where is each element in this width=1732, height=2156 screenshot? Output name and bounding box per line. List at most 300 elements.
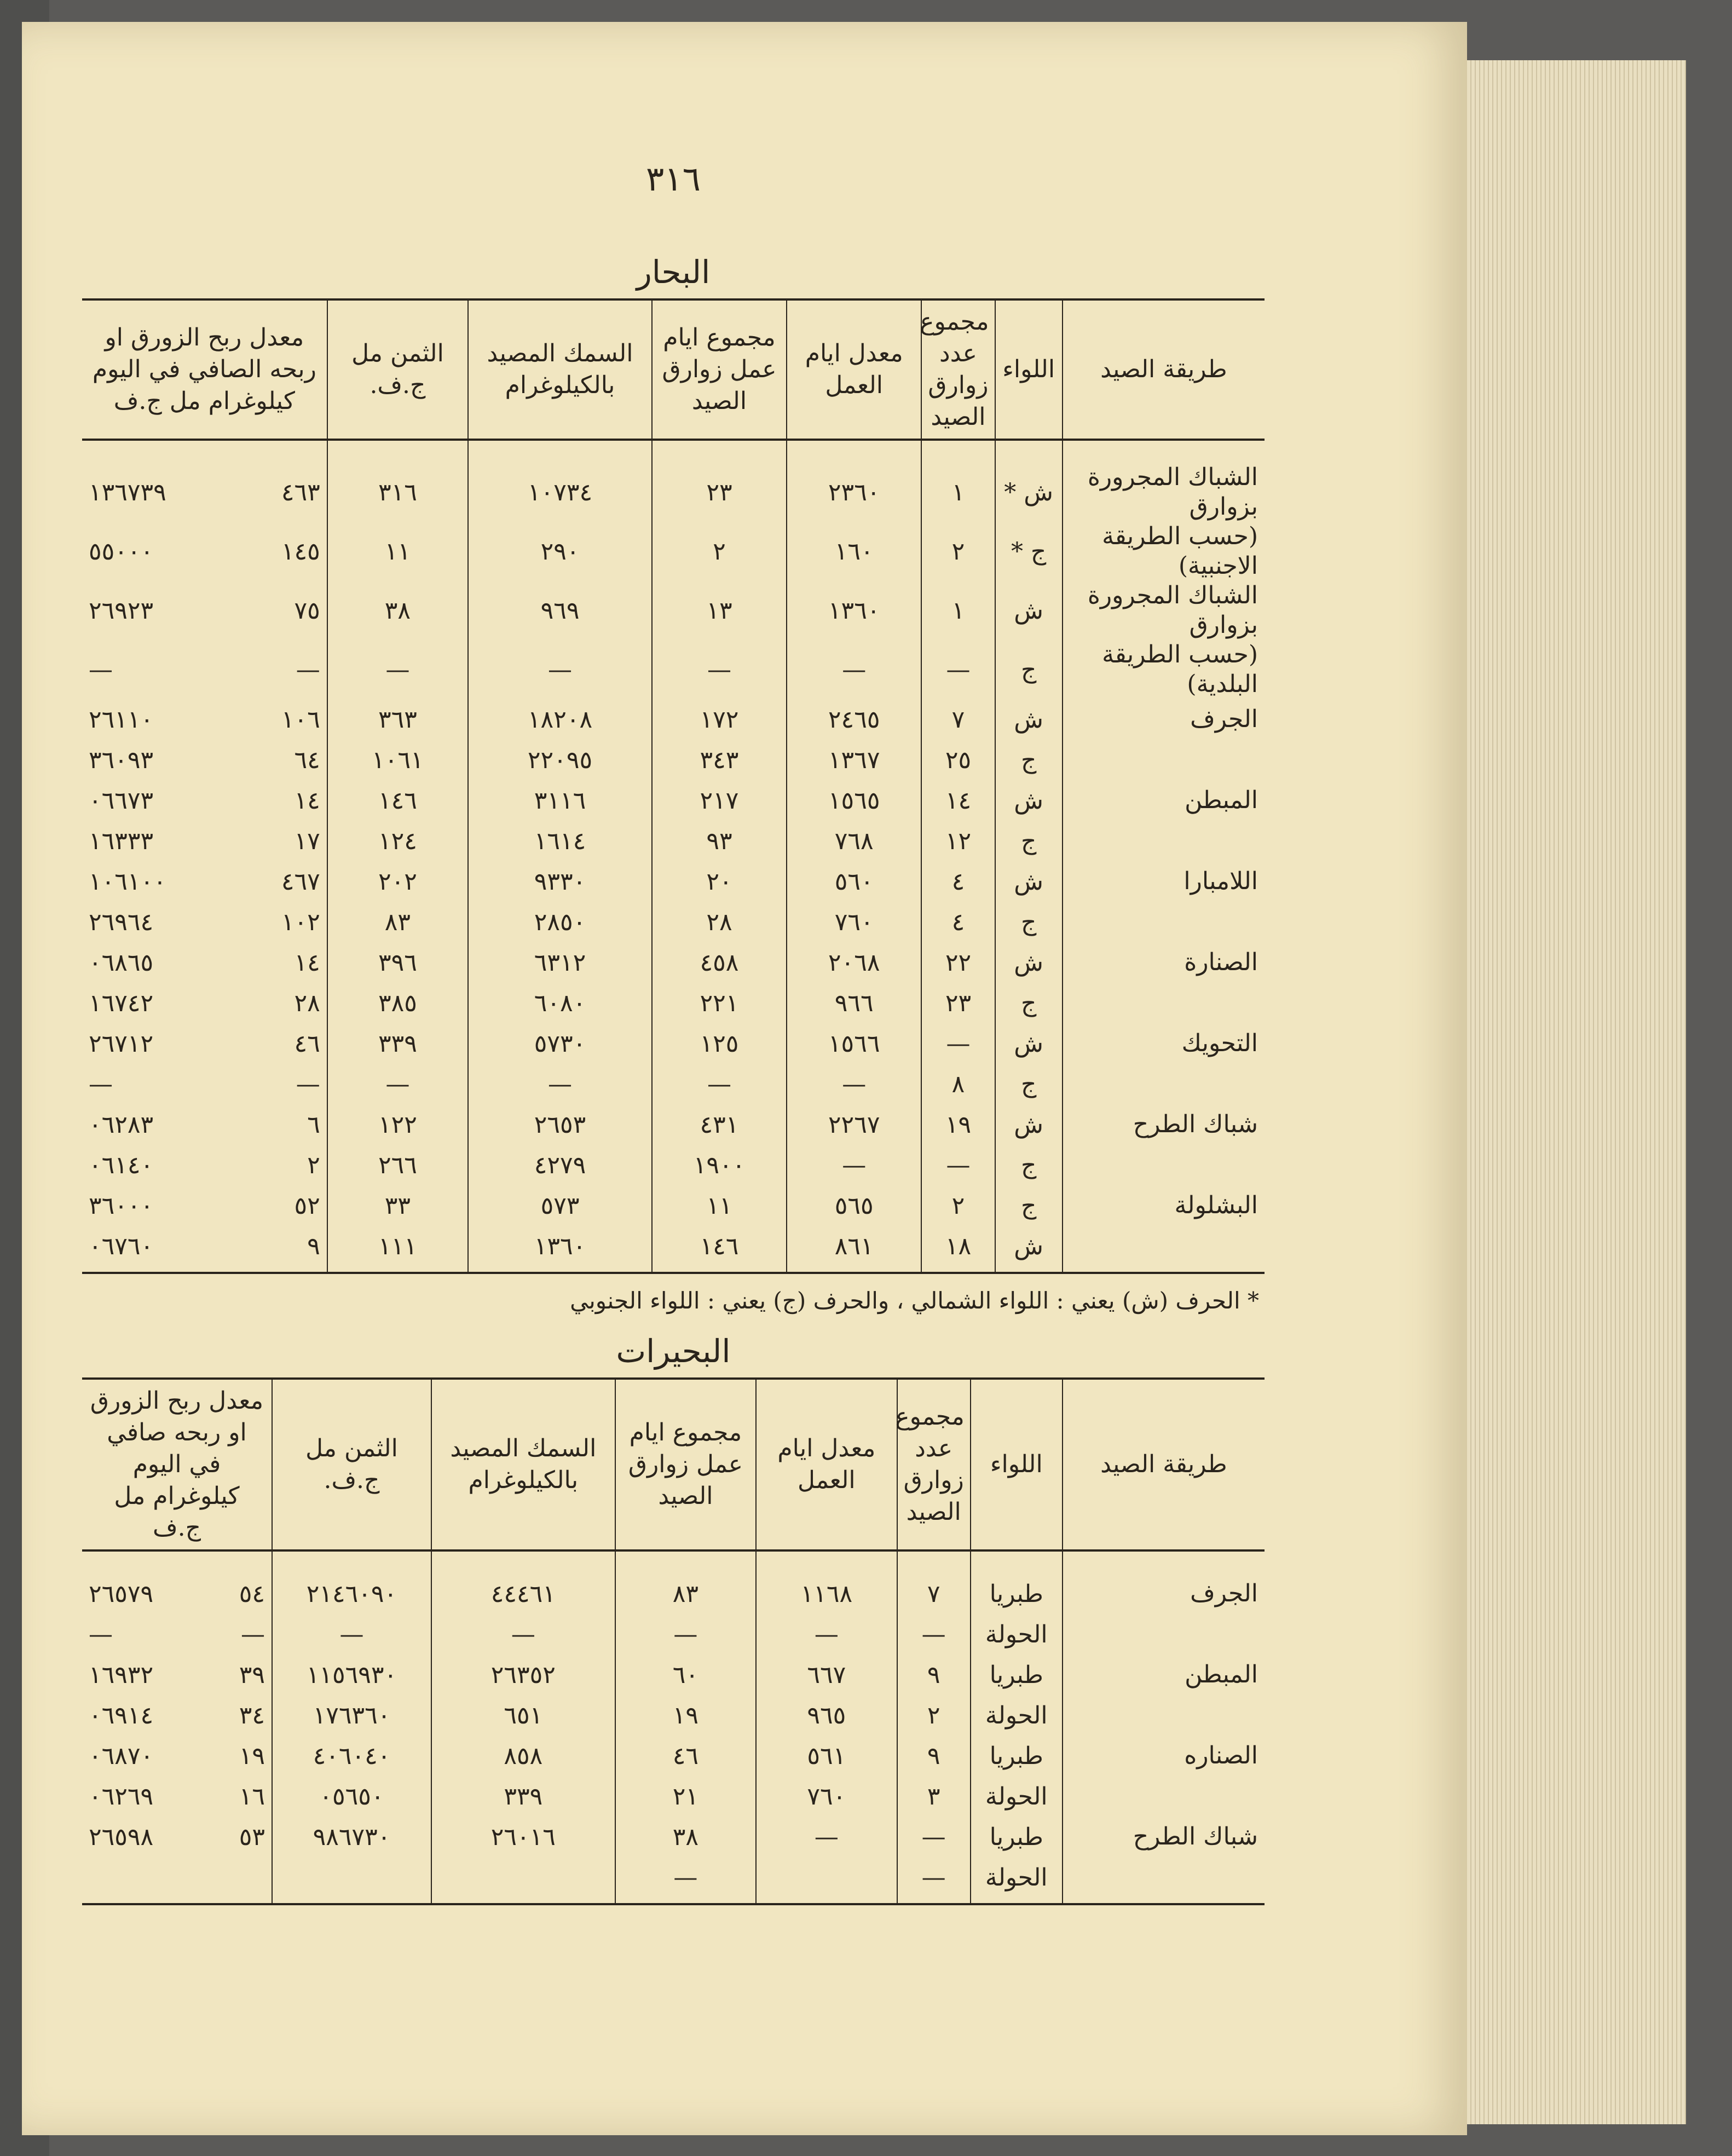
cell-total-days: ٢٣ bbox=[652, 440, 787, 522]
cell-fish-kg: ١٦١٤ bbox=[468, 821, 652, 861]
profit-kg: ١٩ bbox=[239, 1742, 265, 1770]
cell-profit bbox=[82, 902, 327, 942]
lakes-title: البحيرات bbox=[616, 1333, 731, 1370]
cell-profit bbox=[82, 1064, 327, 1104]
profit-pair bbox=[89, 989, 320, 1017]
cell-total-days: ٢٢١ bbox=[652, 983, 787, 1023]
cell-boats: ٧ bbox=[921, 699, 995, 740]
cell-boats: ١٩ bbox=[921, 1104, 995, 1145]
cell-avg-days: ٥٦٥ bbox=[787, 1185, 921, 1226]
profit-pair bbox=[89, 746, 320, 774]
profit-pair bbox=[89, 1702, 265, 1730]
profit-pair bbox=[89, 1783, 265, 1811]
profit-pair bbox=[89, 706, 320, 734]
header-fish-kg: السمك المصيد بالكيلوغرام bbox=[431, 1379, 615, 1550]
cell-boats: — bbox=[897, 1614, 971, 1655]
table-row bbox=[82, 1857, 1265, 1903]
profit-pair bbox=[89, 1030, 320, 1058]
cell-avg-days: ٢٤٦٥ bbox=[787, 699, 921, 740]
cell-boats: — bbox=[921, 1023, 995, 1064]
cell-fish-kg: ٥٧٣٠ bbox=[468, 1023, 652, 1064]
profit-pair bbox=[89, 908, 320, 936]
profit-mil: ٠٦٢٨٣ bbox=[89, 1110, 154, 1139]
cell-profit bbox=[82, 1817, 272, 1857]
profit-mil: ٢٦٩٢٣ bbox=[89, 596, 154, 625]
profit-mil: ٢٦١١٠ bbox=[89, 705, 154, 734]
cell-price: ٣٦٣ bbox=[327, 699, 468, 740]
cell-boats: ١٢ bbox=[921, 821, 995, 861]
cell-total-days: ٤٥٨ bbox=[652, 942, 787, 983]
cell-total-days: ٣٤٣ bbox=[652, 740, 787, 780]
cell-price: ٣٨ bbox=[327, 581, 468, 640]
cell-total-days: ٢١٧ bbox=[652, 780, 787, 821]
cell-avg-days: ٧٦٠ bbox=[756, 1776, 897, 1817]
profit-kg: ٥٣ bbox=[239, 1823, 265, 1851]
footnote: * الحرف (ش) يعني : اللواء الشمالي ، والحرف (ج) يعني : اللواء الجنوبي bbox=[570, 1287, 1259, 1314]
cell-method: الجرف bbox=[1063, 699, 1265, 740]
profit-kg: ٤٦٧ bbox=[281, 867, 320, 896]
cell-liwa: ش bbox=[995, 1023, 1063, 1064]
header-total-days: مجموع ايام عمل زوارق الصيد bbox=[615, 1379, 756, 1550]
profit-kg: ٣٤ bbox=[239, 1701, 265, 1730]
profit-mil: ٢٦٥٩٨ bbox=[89, 1823, 154, 1851]
profit-pair bbox=[89, 868, 320, 896]
cell-avg-days: — bbox=[787, 1145, 921, 1185]
cell-fish-kg: — bbox=[431, 1614, 615, 1655]
cell-total-days: — bbox=[615, 1857, 756, 1903]
profit-kg: ٦ bbox=[307, 1110, 320, 1139]
cell-price: ٠٥٦٥٠ bbox=[272, 1776, 431, 1817]
cell-liwa: ج bbox=[995, 1145, 1063, 1185]
lakes-table bbox=[82, 1377, 1265, 1903]
cell-profit bbox=[82, 1695, 272, 1736]
cell-boats: ١ bbox=[921, 581, 995, 640]
table-row bbox=[82, 440, 1265, 522]
profit-kg: — bbox=[296, 655, 320, 684]
cell-avg-days: — bbox=[756, 1614, 897, 1655]
cell-price: ١١٥٦٩٣٠ bbox=[272, 1655, 431, 1695]
table-row bbox=[82, 1023, 1265, 1064]
lakes-table-body bbox=[82, 1550, 1265, 1903]
profit-pair bbox=[89, 827, 320, 855]
profit-mil: ١٠٦١٠٠ bbox=[89, 867, 166, 896]
cell-liwa: ش bbox=[995, 699, 1063, 740]
profit-kg: ٣٩ bbox=[239, 1661, 265, 1689]
cell-price: ٣٨٥ bbox=[327, 983, 468, 1023]
cell-fish-kg: ٦٣١٢ bbox=[468, 942, 652, 983]
cell-avg-days: ٢٣٦٠ bbox=[787, 440, 921, 522]
cell-liwa: الحولة bbox=[971, 1695, 1063, 1736]
cell-boats: ٧ bbox=[897, 1550, 971, 1614]
cell-total-days: ١٩ bbox=[615, 1695, 756, 1736]
cell-liwa: الحولة bbox=[971, 1776, 1063, 1817]
cell-method bbox=[1063, 1776, 1265, 1817]
cell-boats: — bbox=[897, 1857, 971, 1903]
profit-mil: ٣٦٠٠٠ bbox=[89, 1191, 154, 1220]
cell-fish-kg bbox=[431, 1857, 615, 1903]
cell-avg-days: ١١٦٨ bbox=[756, 1550, 897, 1614]
profit-mil: ٥٥٠٠٠ bbox=[89, 537, 154, 566]
cell-method bbox=[1063, 902, 1265, 942]
cell-method: الشباك المجرورة بزوارق bbox=[1063, 440, 1265, 522]
profit-kg: ١٠٦ bbox=[281, 705, 320, 734]
profit-pair bbox=[89, 1580, 265, 1608]
table-row bbox=[82, 640, 1265, 699]
cell-price: ١١١ bbox=[327, 1226, 468, 1272]
cell-price: — bbox=[272, 1614, 431, 1655]
profit-pair bbox=[89, 1192, 320, 1220]
cell-boats: ١٨ bbox=[921, 1226, 995, 1272]
table-row bbox=[82, 740, 1265, 780]
cell-total-days: — bbox=[652, 640, 787, 699]
cell-price: ١٧٦٣٦٠ bbox=[272, 1695, 431, 1736]
page-number: ٣١٦ bbox=[646, 159, 701, 199]
cell-price: ٢٦٦ bbox=[327, 1145, 468, 1185]
cell-boats: — bbox=[921, 1145, 995, 1185]
profit-mil: ٢٦٧١٢ bbox=[89, 1029, 154, 1058]
cell-price: ٩٨٦٧٣٠ bbox=[272, 1817, 431, 1857]
table-row bbox=[82, 902, 1265, 942]
cell-boats: ١٤ bbox=[921, 780, 995, 821]
cell-avg-days: ٧٦٨ bbox=[787, 821, 921, 861]
cell-avg-days: ١٥٦٦ bbox=[787, 1023, 921, 1064]
cell-liwa: ج bbox=[995, 740, 1063, 780]
profit-mil: ٣٦٠٩٣ bbox=[89, 746, 154, 774]
table-row bbox=[82, 1695, 1265, 1736]
profit-kg: ١٠٢ bbox=[281, 908, 320, 936]
cell-fish-kg: ٢٦٠١٦ bbox=[431, 1817, 615, 1857]
cell-avg-days: ٦٦٧ bbox=[756, 1655, 897, 1695]
table-row bbox=[82, 1226, 1265, 1272]
cell-method bbox=[1063, 1695, 1265, 1736]
table-row bbox=[82, 1104, 1265, 1145]
cell-liwa: ج bbox=[995, 1185, 1063, 1226]
cell-profit bbox=[82, 1145, 327, 1185]
cell-avg-days bbox=[756, 1857, 897, 1903]
table-row bbox=[82, 699, 1265, 740]
profit-pair bbox=[89, 538, 320, 566]
cell-profit bbox=[82, 640, 327, 699]
cell-profit bbox=[82, 983, 327, 1023]
cell-price: — bbox=[327, 1064, 468, 1104]
profit-kg: ١٧ bbox=[294, 827, 320, 855]
cell-avg-days: ١٣٦٠ bbox=[787, 581, 921, 640]
cell-liwa: ش bbox=[995, 861, 1063, 902]
cell-boats: ٩ bbox=[897, 1736, 971, 1776]
cell-liwa: ج bbox=[995, 1064, 1063, 1104]
cell-fish-kg: ٨٥٨ bbox=[431, 1736, 615, 1776]
cell-boats: ٢٢ bbox=[921, 942, 995, 983]
cell-avg-days: — bbox=[787, 1064, 921, 1104]
table-row bbox=[82, 1614, 1265, 1655]
seas-bottom-rule bbox=[82, 1272, 1265, 1274]
cell-fish-kg: — bbox=[468, 1064, 652, 1104]
cell-boats: ٨ bbox=[921, 1064, 995, 1104]
cell-profit bbox=[82, 861, 327, 902]
cell-price: ٣٣٩ bbox=[327, 1023, 468, 1064]
profit-kg: ٤٦٣ bbox=[281, 478, 320, 506]
cell-avg-days: ٧٦٠ bbox=[787, 902, 921, 942]
cell-boats: ٩ bbox=[897, 1655, 971, 1695]
profit-pair bbox=[89, 1232, 320, 1260]
cell-profit bbox=[82, 1185, 327, 1226]
profit-pair bbox=[89, 1151, 320, 1179]
cell-avg-days: ٩٦٦ bbox=[787, 983, 921, 1023]
cell-total-days: ٩٣ bbox=[652, 821, 787, 861]
profit-mil: ١٣٦٧٣٩ bbox=[89, 478, 166, 506]
cell-avg-days: — bbox=[756, 1817, 897, 1857]
cell-method bbox=[1063, 1614, 1265, 1655]
cell-fish-kg: ٦٥١ bbox=[431, 1695, 615, 1736]
cell-method: المبطن bbox=[1063, 1655, 1265, 1695]
cell-method bbox=[1063, 1226, 1265, 1272]
cell-price: ١١ bbox=[327, 522, 468, 581]
cell-avg-days: ١٦٠ bbox=[787, 522, 921, 581]
cell-avg-days: ١٥٦٥ bbox=[787, 780, 921, 821]
profit-mil: — bbox=[89, 655, 113, 684]
cell-price: ٨٣ bbox=[327, 902, 468, 942]
cell-profit bbox=[82, 1776, 272, 1817]
cell-boats: ٢ bbox=[921, 522, 995, 581]
cell-fish-kg: ٩٦٩ bbox=[468, 581, 652, 640]
cell-price: ١٢٢ bbox=[327, 1104, 468, 1145]
cell-fish-kg: ٤٤٤٦١ bbox=[431, 1550, 615, 1614]
profit-pair bbox=[89, 949, 320, 977]
header-avg-days: معدل ايام العمل bbox=[787, 299, 921, 440]
profit-kg: ٥٤ bbox=[239, 1579, 265, 1608]
header-total-days: مجموع ايام عمل زوارق الصيد bbox=[652, 299, 787, 440]
profit-mil: ١٦٣٣٣ bbox=[89, 827, 154, 855]
seas-header-row bbox=[82, 299, 1265, 440]
table-row bbox=[82, 942, 1265, 983]
cell-method: شباك الطرح bbox=[1063, 1817, 1265, 1857]
cell-method: التحويك bbox=[1063, 1023, 1265, 1064]
cell-avg-days: — bbox=[787, 640, 921, 699]
table-row bbox=[82, 581, 1265, 640]
cell-profit bbox=[82, 1614, 272, 1655]
header-boats-total: مجموع عدد زوارق الصيد bbox=[921, 299, 995, 440]
cell-profit bbox=[82, 440, 327, 522]
cell-liwa: ج * bbox=[995, 522, 1063, 581]
table-row bbox=[82, 1655, 1265, 1695]
cell-profit bbox=[82, 821, 327, 861]
profit-mil: ٢٦٥٧٩ bbox=[89, 1579, 154, 1608]
profit-mil: ٠٦٩١٤ bbox=[89, 1701, 154, 1730]
cell-price: — bbox=[327, 640, 468, 699]
cell-price: ٢١٤٦٠٩٠ bbox=[272, 1550, 431, 1614]
cell-boats: ٤ bbox=[921, 902, 995, 942]
profit-kg: ٦٤ bbox=[294, 746, 320, 774]
seas-table-body bbox=[82, 440, 1265, 1272]
cell-fish-kg: ١٨٢٠٨ bbox=[468, 699, 652, 740]
cell-total-days: — bbox=[615, 1614, 756, 1655]
cell-boats: — bbox=[897, 1817, 971, 1857]
cell-total-days: — bbox=[652, 1064, 787, 1104]
cell-fish-kg: ١٠٧٣٤ bbox=[468, 440, 652, 522]
cell-profit bbox=[82, 1736, 272, 1776]
profit-kg: ٧٥ bbox=[294, 596, 320, 625]
profit-pair bbox=[89, 787, 320, 815]
profit-pair bbox=[89, 1742, 265, 1770]
cell-method bbox=[1063, 1145, 1265, 1185]
lakes-bottom-rule bbox=[82, 1903, 1265, 1905]
profit-kg: — bbox=[240, 1620, 265, 1648]
profit-kg: ٩ bbox=[307, 1232, 320, 1260]
profit-mil: — bbox=[89, 1070, 113, 1098]
cell-profit bbox=[82, 1550, 272, 1614]
cell-avg-days: ٢٠٦٨ bbox=[787, 942, 921, 983]
cell-fish-kg: ٤٢٧٩ bbox=[468, 1145, 652, 1185]
cell-avg-days: ٩٦٥ bbox=[756, 1695, 897, 1736]
cell-profit bbox=[82, 522, 327, 581]
cell-profit bbox=[82, 1023, 327, 1064]
cell-avg-days: ٨٦١ bbox=[787, 1226, 921, 1272]
cell-avg-days: ٥٦١ bbox=[756, 1736, 897, 1776]
header-price: الثمن مل ج.ف. bbox=[272, 1379, 431, 1550]
profit-mil: ٢٦٩٦٤ bbox=[89, 908, 154, 936]
profit-kg: ١٤ bbox=[294, 786, 320, 815]
cell-price: ١٠٦١ bbox=[327, 740, 468, 780]
profit-mil: — bbox=[89, 1620, 113, 1648]
profit-pair bbox=[89, 479, 320, 506]
header-profit: معدل ربح الزورق او ربحه الصافي في اليوم كيلوغرام مل ج.ف bbox=[82, 299, 327, 440]
header-fish-kg: السمك المصيد بالكيلوغرام bbox=[468, 299, 652, 440]
cell-boats: ٢٣ bbox=[921, 983, 995, 1023]
profit-kg: ٢ bbox=[307, 1151, 320, 1179]
cell-price: ٣٣ bbox=[327, 1185, 468, 1226]
cell-fish-kg: ٣٣٩ bbox=[431, 1776, 615, 1817]
cell-liwa: طبريا bbox=[971, 1736, 1063, 1776]
profit-mil: ١٦٧٤٢ bbox=[89, 989, 154, 1017]
cell-total-days: ١٩٠٠ bbox=[652, 1145, 787, 1185]
header-price: الثمن مل ج.ف. bbox=[327, 299, 468, 440]
profit-pair bbox=[89, 1661, 265, 1689]
cell-price: ١٢٤ bbox=[327, 821, 468, 861]
cell-liwa: ش bbox=[995, 942, 1063, 983]
cell-method bbox=[1063, 821, 1265, 861]
cell-boats: ٢ bbox=[897, 1695, 971, 1736]
cell-total-days: ٨٣ bbox=[615, 1550, 756, 1614]
profit-mil: ٠٦٦٧٣ bbox=[89, 786, 154, 815]
page-edges bbox=[1467, 60, 1686, 2124]
table-row bbox=[82, 1736, 1265, 1776]
profit-kg: ٥٢ bbox=[294, 1191, 320, 1220]
table-row bbox=[82, 983, 1265, 1023]
cell-avg-days: ١٣٦٧ bbox=[787, 740, 921, 780]
profit-pair bbox=[89, 1823, 265, 1851]
cell-liwa: الحولة bbox=[971, 1614, 1063, 1655]
header-liwa: اللواء bbox=[995, 299, 1063, 440]
cell-price: ٢٠٢ bbox=[327, 861, 468, 902]
cell-fish-kg: ١٣٦٠ bbox=[468, 1226, 652, 1272]
cell-profit bbox=[82, 1857, 272, 1903]
table-row bbox=[82, 1776, 1265, 1817]
cell-method: المبطن bbox=[1063, 780, 1265, 821]
cell-profit bbox=[82, 1104, 327, 1145]
profit-kg: ١٤٥ bbox=[281, 537, 320, 566]
cell-method bbox=[1063, 740, 1265, 780]
profit-mil: ٠٦٧٦٠ bbox=[89, 1232, 154, 1260]
cell-method: الشباك المجرورة بزوارق bbox=[1063, 581, 1265, 640]
cell-liwa: ج bbox=[995, 983, 1063, 1023]
cell-profit bbox=[82, 699, 327, 740]
profit-kg: ٤٦ bbox=[294, 1029, 320, 1058]
cell-total-days: ١١ bbox=[652, 1185, 787, 1226]
seas-title: البحار bbox=[636, 253, 711, 291]
cell-boats: ١ bbox=[921, 440, 995, 522]
cell-profit bbox=[82, 942, 327, 983]
cell-boats: ٤ bbox=[921, 861, 995, 902]
cell-profit bbox=[82, 1226, 327, 1272]
cell-total-days: ٢٠ bbox=[652, 861, 787, 902]
cell-price: ١٤٦ bbox=[327, 780, 468, 821]
cell-liwa: ش * bbox=[995, 440, 1063, 522]
cell-fish-kg: ٦٠٨٠ bbox=[468, 983, 652, 1023]
cell-method: الصناره bbox=[1063, 1736, 1265, 1776]
profit-pair bbox=[89, 1621, 265, 1648]
cell-liwa: ج bbox=[995, 902, 1063, 942]
profit-kg: ١٤ bbox=[294, 948, 320, 977]
cell-method: الصنارة bbox=[1063, 942, 1265, 983]
cell-price bbox=[272, 1857, 431, 1903]
cell-profit bbox=[82, 581, 327, 640]
lakes-header-row bbox=[82, 1379, 1265, 1550]
cell-total-days: ٤٣١ bbox=[652, 1104, 787, 1145]
profit-kg: — bbox=[296, 1070, 320, 1098]
cell-liwa: ج bbox=[995, 640, 1063, 699]
cell-fish-kg: ٣١١٦ bbox=[468, 780, 652, 821]
header-method: طريقة الصيد bbox=[1063, 1379, 1265, 1550]
cell-boats: — bbox=[921, 640, 995, 699]
cell-avg-days: ٥٦٠ bbox=[787, 861, 921, 902]
cell-total-days: ١٢٥ bbox=[652, 1023, 787, 1064]
table-row bbox=[82, 1064, 1265, 1104]
cell-liwa: ش bbox=[995, 1226, 1063, 1272]
profit-pair bbox=[89, 597, 320, 625]
cell-method bbox=[1063, 983, 1265, 1023]
page-content bbox=[82, 159, 1265, 1905]
cell-fish-kg: ٢٢٠٩٥ bbox=[468, 740, 652, 780]
cell-liwa: الحولة bbox=[971, 1857, 1063, 1903]
profit-mil: ٠٦٢٦٩ bbox=[89, 1782, 154, 1811]
cell-fish-kg: ٢٩٠ bbox=[468, 522, 652, 581]
cell-boats: ٢٥ bbox=[921, 740, 995, 780]
cell-boats: ٢ bbox=[921, 1185, 995, 1226]
profit-pair bbox=[89, 1070, 320, 1098]
table-row bbox=[82, 522, 1265, 581]
cell-method: (حسب الطريقة البلدية) bbox=[1063, 640, 1265, 699]
table-row bbox=[82, 1550, 1265, 1614]
cell-profit bbox=[82, 740, 327, 780]
cell-liwa: ش bbox=[995, 581, 1063, 640]
cell-total-days: ٢٨ bbox=[652, 902, 787, 942]
cell-total-days: ٦٠ bbox=[615, 1655, 756, 1695]
cell-method: (حسب الطريقة الاجنبية) bbox=[1063, 522, 1265, 581]
cell-boats: ٣ bbox=[897, 1776, 971, 1817]
cell-method: اللامبارا bbox=[1063, 861, 1265, 902]
cell-method bbox=[1063, 1064, 1265, 1104]
table-row bbox=[82, 1185, 1265, 1226]
cell-total-days: ١٤٦ bbox=[652, 1226, 787, 1272]
profit-kg: ١٦ bbox=[239, 1782, 265, 1811]
cell-total-days: ١٣ bbox=[652, 581, 787, 640]
header-boats-total: مجموع عدد زوارق الصيد bbox=[897, 1379, 971, 1550]
profit-pair bbox=[89, 1111, 320, 1139]
header-profit: معدل ربح الزورق او ربحه صافي في اليوم كيلوغرام مل ج.ف bbox=[82, 1379, 272, 1550]
table-row bbox=[82, 1145, 1265, 1185]
profit-mil: ٠٦٨٦٥ bbox=[89, 948, 154, 977]
profit-kg: ٢٨ bbox=[294, 989, 320, 1017]
